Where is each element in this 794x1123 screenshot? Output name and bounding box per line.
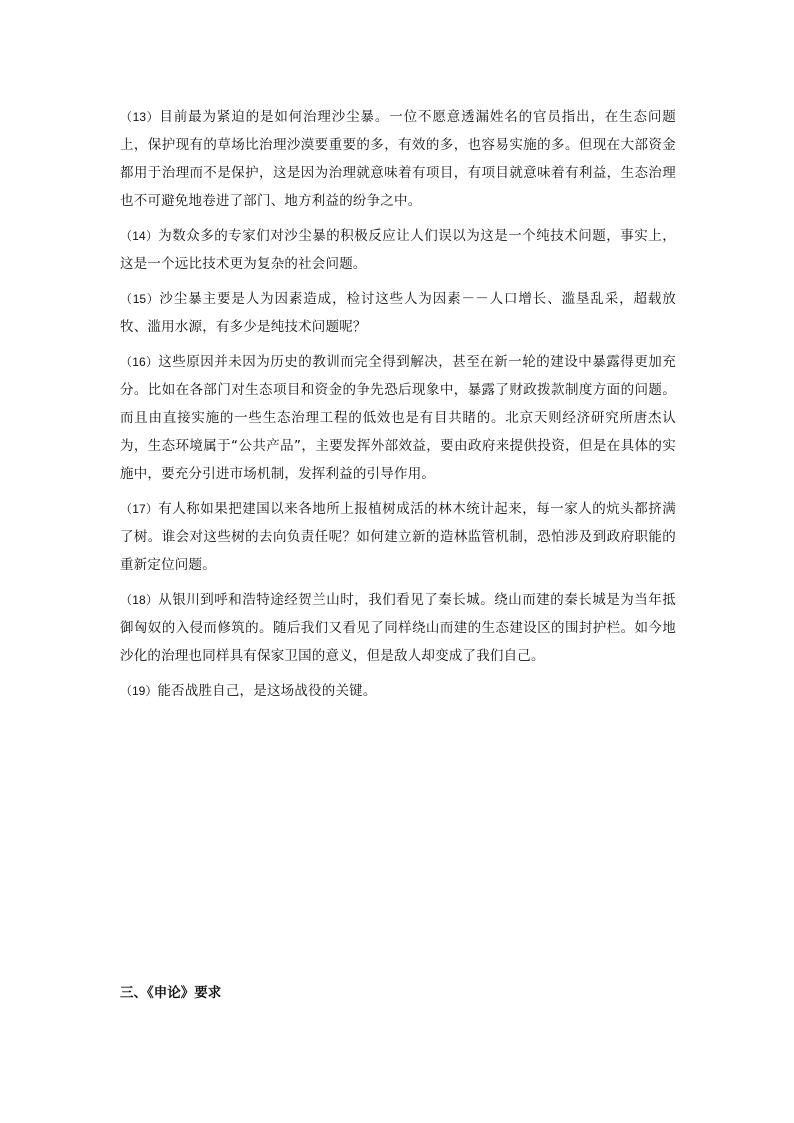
paragraph-number: （19） — [120, 684, 158, 698]
paragraph-text: 这些原因并未因为历史的教训而完全得到解决，甚至在新一轮的建设中暴露得更加充分。比如在各部门对生态项目和资金的争先恐后现象中，暴露了财政拨款制度方面的问题。而且由直接实施的一些生态治理工程的低效也是有目共睹的。北京天则经济研究所唐杰认为，生态环境属于“公共产品”，主要发挥外部效益，要由政府来提供投资，但是在具体的实施中，要充分引进市场机制，发挥利益的引导作用。 — [120, 354, 676, 482]
paragraph-17 — [120, 495, 676, 579]
paragraph-text: 目前最为紧迫的是如何治理沙尘暴。一位不愿意透漏姓名的官员指出，在生态问题上，保护现有的草场比治理沙漠要重要的多，有效的多，也容易实施的多。但现在大部资金都用于治理而不是保护，这是因为治理就意味着有项目，有项目就意味着有利益，生态治理也不可避免地卷进了部门、地方利益的纷争之中。 — [120, 109, 676, 209]
paragraph-number: （18） — [120, 593, 159, 607]
paragraph-15 — [120, 285, 676, 341]
paragraph-number: （16） — [120, 355, 159, 369]
paragraph-text: 能否战胜自己，是这场战役的关键。 — [157, 683, 377, 699]
paragraph-16 — [120, 348, 676, 488]
paragraph-text: 沙尘暴主要是人为因素造成，检讨这些人为因素－－人口增长、滥垦乱采，超载放牧、滥用水源，有多少是纯技术问题呢？ — [120, 291, 676, 335]
paragraph-number: （13） — [120, 110, 160, 124]
paragraph-text: 为数众多的专家们对沙尘暴的积极反应让人们误以为这是一个纯技术问题，事实上，这是一个远比技术更为复杂的社会问题。 — [120, 228, 676, 272]
paragraph-19 — [120, 677, 676, 705]
paragraph-number: （17） — [120, 502, 159, 516]
paragraph-text: 从银川到呼和浩特途经贺兰山时，我们看见了秦长城。绕山而建的秦长城是为当年抵御匈奴的入侵而修筑的。随后我们又看见了同样绕山而建的生态建设区的围封护栏。如今地沙化的治理也同样具有保家卫国的意义，但是敌人却变成了我们自己。 — [120, 592, 676, 664]
paragraph-text: 有人称如果把建国以来各地所上报植树成活的林木统计起来，每一家人的炕头都挤满了树。谁会对这些树的去向负责任呢？如何建立新的造林监管机制，恐怕涉及到政府职能的重新定位问题。 — [120, 501, 676, 573]
paragraph-number: （15） — [120, 292, 160, 306]
paragraph-13 — [120, 103, 676, 215]
document-body — [120, 103, 676, 712]
section-heading: 三、《申论》要求 — [120, 985, 222, 1001]
paragraph-14 — [120, 222, 676, 278]
paragraph-number: （14） — [120, 229, 159, 243]
paragraph-18 — [120, 586, 676, 670]
